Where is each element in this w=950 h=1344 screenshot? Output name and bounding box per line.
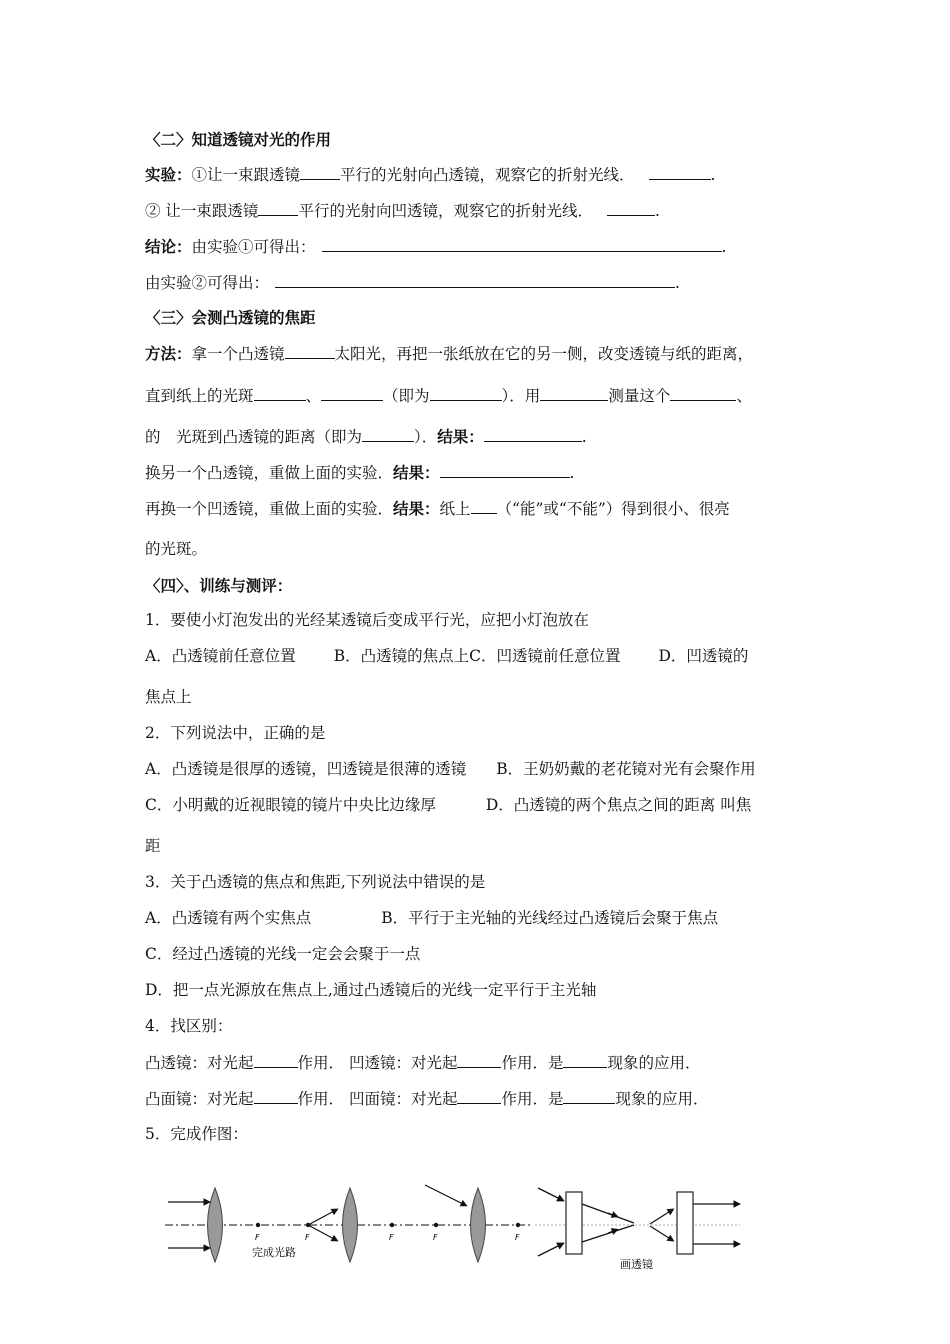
question-1-options-cont: 焦点上: [145, 688, 192, 706]
section-3-heading: 〈三〉会测凸透镜的焦距: [145, 309, 316, 327]
option-b[interactable]: B．平行于主光轴的光线经过凸透镜后会聚于焦点: [381, 909, 719, 927]
answer-blank[interactable]: [254, 1088, 298, 1104]
answer-blank[interactable]: [285, 343, 335, 359]
answer-blank[interactable]: [457, 1088, 501, 1104]
section-2-heading: 〈二〉知道透镜对光的作用: [145, 131, 332, 149]
option-d[interactable]: D．凹透镜的: [658, 647, 749, 665]
section-4-heading: 〈四〉、训练与测评：: [145, 577, 293, 595]
method-line-1: 方法：拿一个凸透镜 太阳光，再把一张纸放在它的另一侧，改变透镜与纸的距离，: [145, 345, 754, 363]
option-c[interactable]: C．凹透镜前任意位置: [469, 647, 621, 665]
answer-blank[interactable]: [607, 200, 655, 216]
answer-blank[interactable]: [563, 1088, 615, 1104]
option-a[interactable]: A．凸透镜是很厚的透镜，凹透镜是很薄的透镜: [145, 760, 467, 778]
experiment-line-1: 实验：①让一束跟透镜 平行的光射向凸透镜，观察它的折射光线． .: [145, 166, 716, 184]
option-b[interactable]: B．王奶奶戴的老花镜对光有会聚作用: [496, 760, 756, 778]
answer-blank[interactable]: [254, 1052, 298, 1068]
svg-text:F: F: [515, 1233, 520, 1242]
question-2-options-ab: [145, 759, 756, 779]
svg-text:F: F: [389, 1233, 394, 1242]
figure-draw-lens-2: [650, 1192, 738, 1254]
optics-diagram[interactable]: [160, 1180, 750, 1270]
question-5: 5．完成作图：: [145, 1125, 248, 1143]
answer-blank[interactable]: [254, 385, 306, 401]
question-4-row-2: 凸面镜：对光起 作用． 凹面镜：对光起 作用．是 现象的应用．: [145, 1090, 709, 1108]
answer-blank[interactable]: [471, 498, 497, 514]
experiment-line-2: ② 让一束跟透镜 平行的光射向凹透镜，观察它的折射光线． .: [145, 202, 660, 220]
question-2-options-cd: [145, 795, 751, 815]
option-c[interactable]: C．经过凸透镜的光线一定会会聚于一点: [145, 945, 421, 963]
question-3: 3．关于凸透镜的焦点和焦距,下列说法中错误的是: [145, 873, 486, 891]
conclusion-line-2: 由实验②可得出： .: [145, 274, 680, 292]
answer-blank[interactable]: [457, 1052, 501, 1068]
answer-blank[interactable]: [563, 1052, 607, 1068]
answer-blank[interactable]: [670, 385, 736, 401]
answer-blank[interactable]: [322, 236, 722, 252]
figure-draw-lens-1: [538, 1188, 653, 1270]
question-3-option-d: [145, 980, 596, 1000]
caption-complete-path: 完成光路: [252, 1246, 296, 1259]
method-line-2: 直到纸上的光斑 、 （即为 ）．用 测量这个 、: [145, 387, 752, 405]
answer-blank[interactable]: [300, 164, 340, 180]
question-4: 4．找区别：: [145, 1017, 233, 1035]
question-2-options-cont: 距: [145, 837, 161, 855]
answer-blank[interactable]: [362, 426, 414, 442]
answer-blank[interactable]: [321, 385, 383, 401]
svg-text:F: F: [305, 1233, 310, 1242]
question-2: 2．下列说法中，正确的是: [145, 724, 326, 742]
result-line-2: 换另一个凸透镜，重做上面的实验．结果： .: [145, 464, 575, 482]
option-b[interactable]: B．凸透镜的焦点上: [333, 647, 470, 665]
answer-blank[interactable]: [540, 385, 608, 401]
answer-blank[interactable]: [275, 272, 675, 288]
svg-text:F: F: [433, 1233, 438, 1242]
figure-convex-lens-3: [425, 1185, 520, 1262]
answer-blank[interactable]: [430, 385, 502, 401]
option-a[interactable]: A．凸透镜前任意位置: [145, 647, 296, 665]
option-d[interactable]: D．把一点光源放在焦点上,通过凸透镜后的光线一定平行于主光轴: [145, 981, 597, 999]
svg-text:F: F: [255, 1233, 260, 1242]
question-1: 1．要使小灯泡发出的光经某透镜后变成平行光，应把小灯泡放在: [145, 611, 589, 629]
question-3-option-c: [145, 944, 420, 964]
answer-blank[interactable]: [484, 426, 582, 442]
answer-blank[interactable]: [258, 200, 298, 216]
option-a[interactable]: A．凸透镜有两个实焦点: [145, 909, 312, 927]
answer-blank[interactable]: [649, 164, 711, 180]
result-line-3-cont: 的光斑。: [145, 540, 208, 558]
option-c[interactable]: C．小明戴的近视眼镜的镜片中央比边缘厚: [145, 796, 436, 814]
caption-draw-lens: 画透镜: [620, 1258, 653, 1270]
answer-blank[interactable]: [440, 462, 570, 478]
question-4-row-1: 凸透镜：对光起 作用． 凹透镜：对光起 作用．是 现象的应用．: [145, 1054, 701, 1072]
option-d[interactable]: D．凸透镜的两个焦点之间的距离 叫焦: [485, 796, 752, 814]
question-3-options-ab: [145, 908, 718, 928]
method-line-3: 的 光斑到凸透镜的距离（即为 ）．结果： .: [145, 428, 587, 446]
result-line-3: 再换一个凹透镜，重做上面的实验．结果：纸上 （“能”或“不能”）得到很小、很亮: [145, 500, 730, 518]
question-1-options: [145, 646, 748, 666]
conclusion-line-1: 结论：由实验①可得出： .: [145, 238, 727, 256]
